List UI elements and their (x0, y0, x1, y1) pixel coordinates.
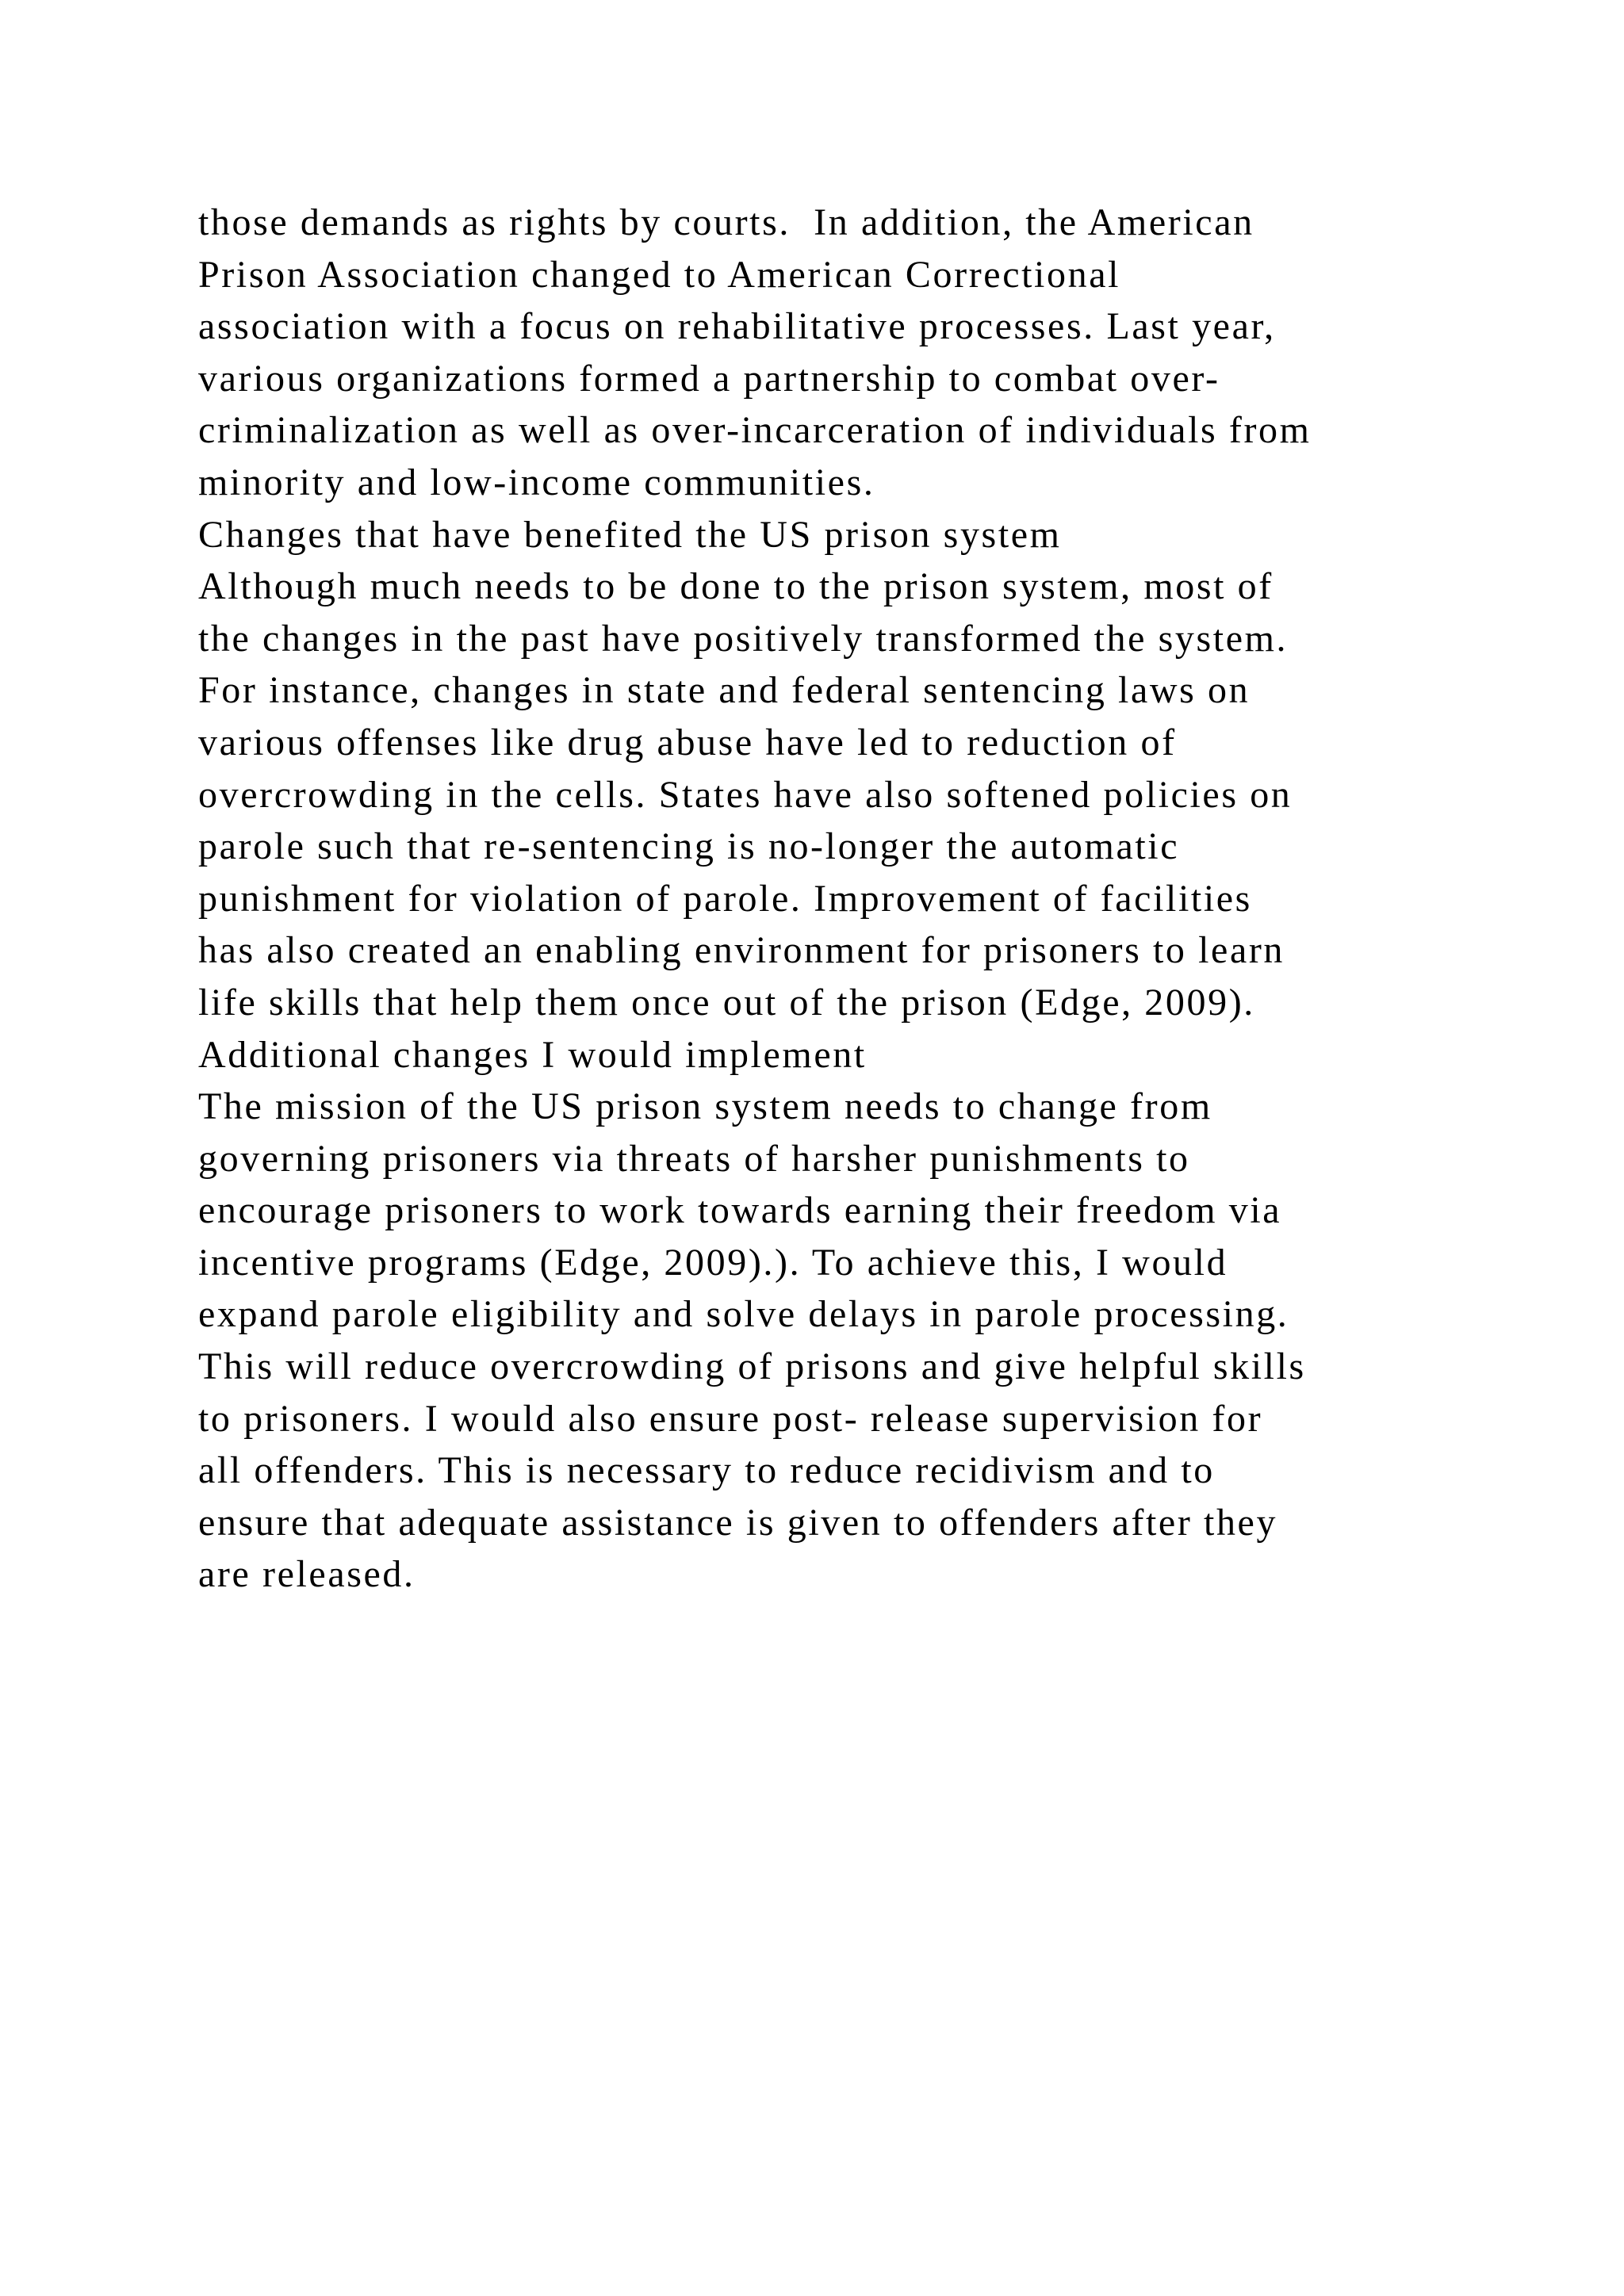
text-line: Although much needs to be done to the prison system, most of (198, 565, 1274, 608)
text-line: incentive programs (Edge, 2009).). To achieve this, I would (198, 1241, 1228, 1284)
text-line: all offenders. This is necessary to reduce recidivism and to (198, 1449, 1215, 1492)
text-line: This will reduce overcrowding of prisons and give helpful skills (198, 1345, 1306, 1388)
text-line: punishment for violation of parole. Improvement of facilities (198, 877, 1252, 920)
section-heading-additional-changes: Additional changes I would implement (198, 1033, 867, 1076)
text-line: The mission of the US prison system needs to change from (198, 1085, 1212, 1128)
section-heading-benefits: Changes that have benefited the US prison system (198, 513, 1062, 556)
text-line: parole such that re-sentencing is no-longer the automatic (198, 825, 1180, 868)
document-body (198, 197, 1507, 1601)
text-line: the changes in the past have positively transformed the system. (198, 617, 1289, 660)
text-line: expand parole eligibility and solve delays in parole processing. (198, 1293, 1289, 1336)
text-line: overcrowding in the cells. States have also softened policies on (198, 773, 1293, 816)
text-line: For instance, changes in state and federal sentencing laws on (198, 669, 1251, 712)
text-line: governing prisoners via threats of harsher punishments to (198, 1137, 1190, 1180)
text-line: life skills that help them once out of the prison (Edge, 2009). (198, 981, 1255, 1024)
text-line: various offenses like drug abuse have led to reduction of (198, 721, 1177, 763)
text-line: those demands as rights by courts. In addition, the American (198, 201, 1254, 243)
text-line: minority and low-income communities. (198, 461, 875, 503)
text-line: encourage prisoners to work towards earning their freedom via (198, 1189, 1282, 1232)
text-line: association with a focus on rehabilitative processes. Last year, (198, 305, 1276, 348)
text-line: has also created an enabling environment for prisoners to learn (198, 929, 1285, 972)
text-line: Prison Association changed to American Correctional (198, 253, 1121, 296)
text-line: criminalization as well as over-incarceration of individuals from (198, 409, 1312, 452)
text-line: ensure that adequate assistance is given to offenders after they (198, 1501, 1278, 1544)
text-line: to prisoners. I would also ensure post- release supervision for (198, 1397, 1263, 1440)
text-line: are released. (198, 1553, 416, 1596)
text-line: various organizations formed a partnership to combat over- (198, 357, 1220, 400)
